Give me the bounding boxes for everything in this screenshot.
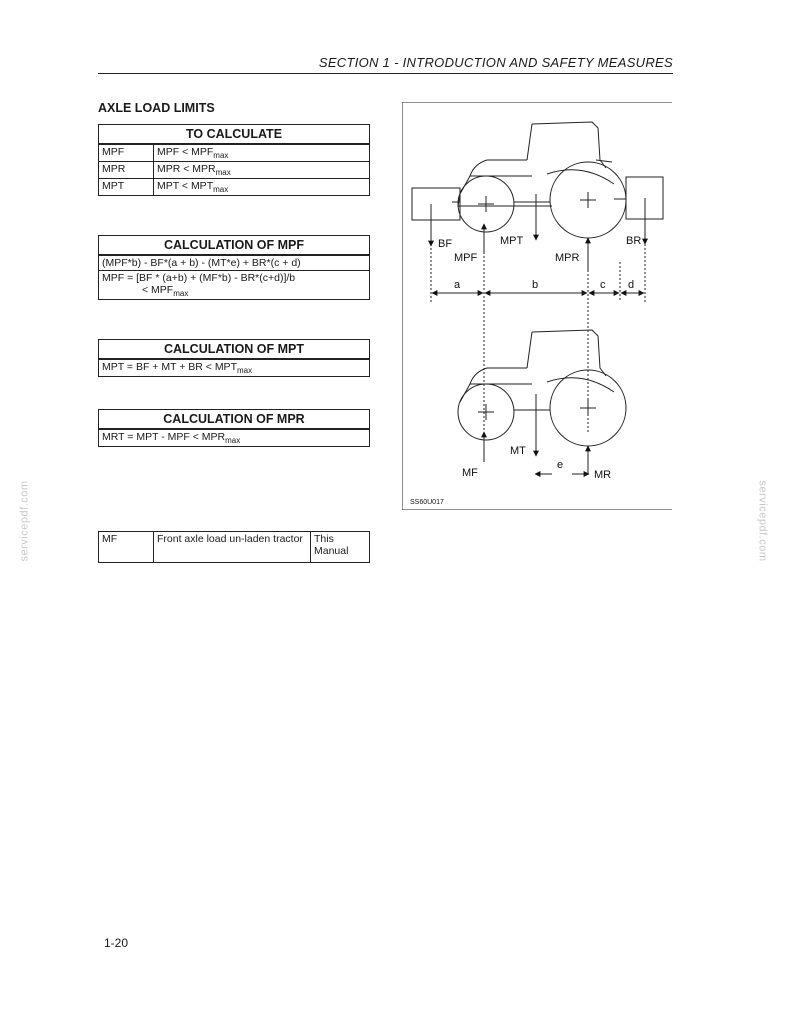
label-br: BR [626,235,642,247]
watermark-left: servicepdf.com [18,480,31,562]
label-mr: MR [594,469,612,481]
label-mpf: MPF [454,252,478,264]
section-title: AXLE LOAD LIMITS [98,101,215,115]
calc-mpt-title: CALCULATION OF MPT [99,340,370,360]
to-calculate-title: TO CALCULATE [99,125,370,145]
calc-mpf-table [98,235,370,300]
label-mpr: MPR [555,252,580,264]
row-label: MPR [99,162,154,179]
row-label: MPT [99,179,154,196]
label-b: b [532,279,539,291]
label-c: c [600,279,606,291]
table-row [99,179,370,196]
calc-mpf-line1: (MPF*b) - BF*(a + b) - (MT*e) + BR*(c + d) [99,255,370,271]
calc-mpr-table [98,409,370,447]
label-e: e [557,459,564,471]
calc-mpf-title: CALCULATION OF MPF [99,236,370,256]
calc-mpr-formula: MRT = MPT - MPF < $MPR_{max}$ [99,429,370,447]
row-label: MPF [99,144,154,162]
calc-mpt-formula: MPT = BF + MT + BR < $MPT_{max}$ [99,359,370,377]
ref-description: Front axle load un-laden tractor [154,532,311,563]
section-header: SECTION 1 - INTRODUCTION AND SAFETY MEASURES [318,55,673,70]
axle-load-diagram [402,102,672,510]
tractor-unladen [458,330,626,446]
figure-code: SS60U017 [410,499,444,506]
tractor-with-ballast [412,122,663,432]
watermark-right: servicepdf.com [756,480,769,562]
to-calculate-table [98,124,370,196]
table-row [99,162,370,179]
row-formula: MPR < $MPR_{max}$ [154,162,370,179]
calc-mpf-formula: MPF = [BF * (a+b) + (MF*b) - BR*(c+d)]/b < $MPF_{max}$ [99,271,370,300]
table-row [99,532,370,563]
calc-mpt-table [98,339,370,377]
reference-table [98,531,370,563]
label-mf: MF [462,467,478,479]
label-a: a [454,279,461,291]
calc-mpr-title: CALCULATION OF MPR [99,410,370,430]
label-d: d [628,279,635,291]
label-mpt: MPT [500,235,524,247]
row-formula: MPF < $MPF_{max}$ [154,144,370,162]
header-rule [98,73,673,74]
row-formula: MPT < $MPT_{max}$ [154,179,370,196]
page-number: 1-20 [104,936,129,950]
label-bf: BF [438,238,453,250]
label-mt: MT [510,445,526,457]
ref-code: MF [99,532,154,563]
table-row [99,144,370,162]
ref-source: This Manual [311,532,370,563]
